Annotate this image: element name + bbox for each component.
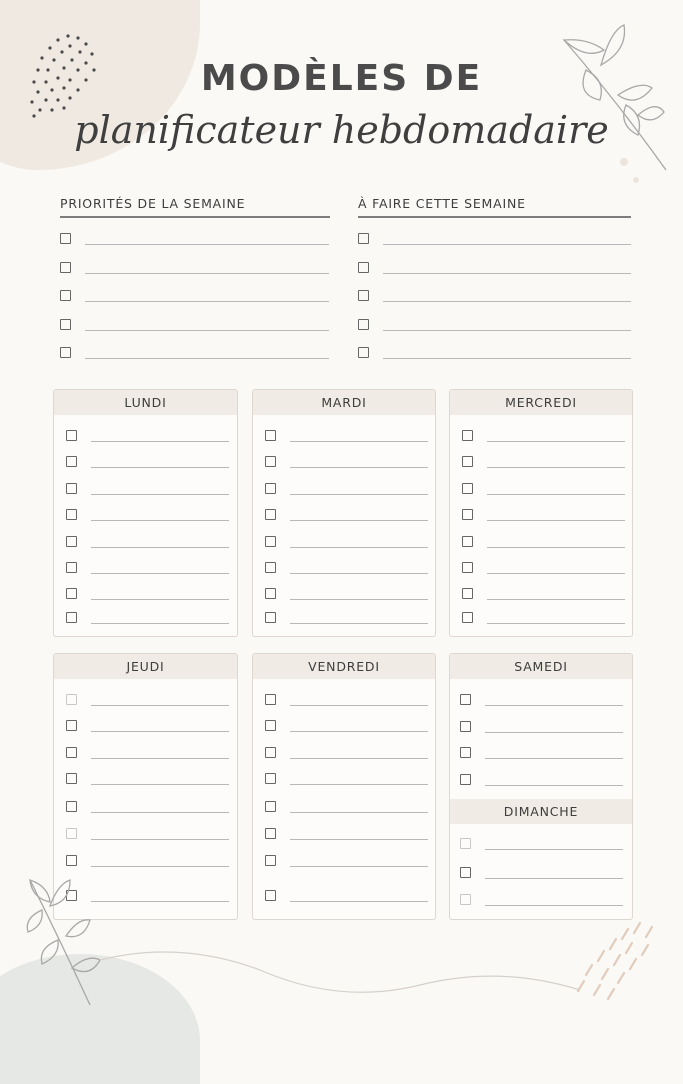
checkbox-icon[interactable] xyxy=(462,456,473,467)
checkbox-icon[interactable] xyxy=(358,290,369,301)
checkbox-icon[interactable] xyxy=(460,894,471,905)
checklist-item xyxy=(66,747,230,761)
checkbox-icon[interactable] xyxy=(265,509,276,520)
writing-line[interactable] xyxy=(85,244,329,245)
writing-line[interactable] xyxy=(91,784,229,785)
checkbox-icon[interactable] xyxy=(462,509,473,520)
day-heading-jeudi: JEUDI xyxy=(54,654,237,679)
writing-line[interactable] xyxy=(85,273,329,274)
writing-line[interactable] xyxy=(290,441,428,442)
writing-line[interactable] xyxy=(487,467,625,468)
checklist-item xyxy=(460,894,624,908)
checklist-item xyxy=(60,233,330,247)
writing-line[interactable] xyxy=(487,441,625,442)
checklist-item xyxy=(265,747,429,761)
writing-line[interactable] xyxy=(91,623,229,624)
todo-heading: À FAIRE CETTE SEMAINE xyxy=(358,196,526,211)
todo-rule xyxy=(358,216,631,218)
priorities-heading: PRIORITÉS DE LA SEMAINE xyxy=(60,196,246,211)
checkbox-icon[interactable] xyxy=(358,347,369,358)
checklist-item xyxy=(66,456,230,470)
day-card-mercredi xyxy=(449,389,633,637)
checklist-item xyxy=(462,536,626,550)
checklist-item xyxy=(358,319,632,333)
writing-line[interactable] xyxy=(383,330,631,331)
writing-line[interactable] xyxy=(487,599,625,600)
wave-line-decoration xyxy=(100,930,580,1010)
checkbox-icon[interactable] xyxy=(265,456,276,467)
day-card-lundi xyxy=(53,389,238,637)
checkbox-icon[interactable] xyxy=(60,290,71,301)
writing-line[interactable] xyxy=(91,812,229,813)
checklist-item xyxy=(265,536,429,550)
checklist-item xyxy=(265,855,429,869)
checkbox-icon[interactable] xyxy=(265,773,276,784)
checklist-item xyxy=(462,483,626,497)
checkbox-icon[interactable] xyxy=(460,721,471,732)
checkbox-icon[interactable] xyxy=(265,430,276,441)
day-heading-samedi: SAMEDI xyxy=(450,654,632,679)
writing-line[interactable] xyxy=(485,878,623,879)
day-heading-mardi: MARDI xyxy=(253,390,435,415)
checklist-item xyxy=(66,588,230,602)
checkbox-icon[interactable] xyxy=(265,483,276,494)
checkbox-icon[interactable] xyxy=(462,536,473,547)
checklist-item xyxy=(265,588,429,602)
checklist-item xyxy=(265,828,429,842)
writing-line[interactable] xyxy=(91,467,229,468)
writing-line[interactable] xyxy=(91,547,229,548)
writing-line[interactable] xyxy=(383,273,631,274)
page-subtitle: planificateur hebdomadaire xyxy=(74,108,609,152)
checkbox-icon[interactable] xyxy=(66,828,77,839)
writing-line[interactable] xyxy=(91,494,229,495)
checklist-item xyxy=(66,828,230,842)
checkbox-icon[interactable] xyxy=(66,773,77,784)
checkbox-icon[interactable] xyxy=(66,509,77,520)
checklist-item xyxy=(66,430,230,444)
writing-line[interactable] xyxy=(485,785,623,786)
checkbox-icon[interactable] xyxy=(358,319,369,330)
checklist-item xyxy=(462,430,626,444)
checklist-item xyxy=(460,747,624,761)
writing-line[interactable] xyxy=(485,758,623,759)
checklist-item xyxy=(265,509,429,523)
checkbox-icon[interactable] xyxy=(66,456,77,467)
checklist-item xyxy=(265,562,429,576)
checklist-item xyxy=(462,456,626,470)
checklist-item xyxy=(462,588,626,602)
checkbox-icon[interactable] xyxy=(462,562,473,573)
checkbox-icon[interactable] xyxy=(66,588,77,599)
day-card-vendredi xyxy=(252,653,436,920)
checkbox-icon[interactable] xyxy=(66,720,77,731)
writing-line[interactable] xyxy=(485,705,623,706)
writing-line[interactable] xyxy=(290,705,428,706)
writing-line[interactable] xyxy=(383,358,631,359)
writing-line[interactable] xyxy=(383,301,631,302)
checklist-item xyxy=(66,612,230,626)
checkbox-icon[interactable] xyxy=(462,483,473,494)
checklist-item xyxy=(265,890,429,904)
checkbox-icon[interactable] xyxy=(265,588,276,599)
checkbox-icon[interactable] xyxy=(358,233,369,244)
checkbox-icon[interactable] xyxy=(265,801,276,812)
writing-line[interactable] xyxy=(91,866,229,867)
writing-line[interactable] xyxy=(487,520,625,521)
writing-line[interactable] xyxy=(487,494,625,495)
checkbox-icon[interactable] xyxy=(265,694,276,705)
checklist-item xyxy=(460,721,624,735)
checklist-item xyxy=(462,509,626,523)
checkbox-icon[interactable] xyxy=(60,233,71,244)
checklist-item xyxy=(358,347,632,361)
writing-line[interactable] xyxy=(91,599,229,600)
checkbox-icon[interactable] xyxy=(66,801,77,812)
day-heading-lundi: LUNDI xyxy=(54,390,237,415)
writing-line[interactable] xyxy=(487,623,625,624)
writing-line[interactable] xyxy=(91,758,229,759)
checkbox-icon[interactable] xyxy=(265,562,276,573)
checkbox-icon[interactable] xyxy=(265,720,276,731)
writing-line[interactable] xyxy=(485,732,623,733)
day-card-samedi-dimanche xyxy=(449,653,633,920)
writing-line[interactable] xyxy=(290,520,428,521)
writing-line[interactable] xyxy=(290,731,428,732)
writing-line[interactable] xyxy=(91,731,229,732)
writing-line[interactable] xyxy=(485,849,623,850)
writing-line[interactable] xyxy=(290,901,428,902)
checkbox-icon[interactable] xyxy=(460,774,471,785)
checkbox-icon[interactable] xyxy=(66,694,77,705)
checklist-item xyxy=(462,562,626,576)
checklist-item xyxy=(60,319,330,333)
checklist-item xyxy=(66,773,230,787)
checkbox-icon[interactable] xyxy=(60,319,71,330)
page-title: MODÈLES DE xyxy=(200,58,483,99)
checkbox-icon[interactable] xyxy=(462,588,473,599)
checklist-item xyxy=(60,262,330,276)
writing-line[interactable] xyxy=(91,441,229,442)
writing-line[interactable] xyxy=(290,623,428,624)
writing-line[interactable] xyxy=(91,705,229,706)
checklist-item xyxy=(265,773,429,787)
checkbox-icon[interactable] xyxy=(265,612,276,623)
checklist-item xyxy=(265,612,429,626)
checkbox-icon[interactable] xyxy=(358,262,369,273)
checklist-item xyxy=(60,290,330,304)
checklist-item xyxy=(265,694,429,708)
writing-line[interactable] xyxy=(91,901,229,902)
checklist-item xyxy=(66,562,230,576)
checkbox-icon[interactable] xyxy=(66,483,77,494)
checkbox-icon[interactable] xyxy=(462,430,473,441)
writing-line[interactable] xyxy=(290,784,428,785)
checkbox-icon[interactable] xyxy=(60,347,71,358)
checkbox-icon[interactable] xyxy=(66,612,77,623)
checklist-item xyxy=(265,720,429,734)
checklist-item xyxy=(462,612,626,626)
dash-pattern-icon xyxy=(570,915,665,1005)
writing-line[interactable] xyxy=(290,866,428,867)
checklist-item xyxy=(265,483,429,497)
checklist-item xyxy=(265,801,429,815)
checklist-item xyxy=(66,509,230,523)
writing-line[interactable] xyxy=(290,758,428,759)
writing-line[interactable] xyxy=(485,905,623,906)
checkbox-icon[interactable] xyxy=(265,747,276,758)
checkbox-icon[interactable] xyxy=(265,890,276,901)
writing-line[interactable] xyxy=(290,812,428,813)
checklist-item xyxy=(66,855,230,869)
checkbox-icon[interactable] xyxy=(265,855,276,866)
checkbox-icon[interactable] xyxy=(460,838,471,849)
writing-line[interactable] xyxy=(290,573,428,574)
day-card-mardi xyxy=(252,389,436,637)
checkbox-icon[interactable] xyxy=(66,747,77,758)
writing-line[interactable] xyxy=(290,839,428,840)
writing-line[interactable] xyxy=(91,839,229,840)
writing-line[interactable] xyxy=(290,547,428,548)
writing-line[interactable] xyxy=(487,573,625,574)
checkbox-icon[interactable] xyxy=(460,867,471,878)
checklist-item xyxy=(66,536,230,550)
checklist-item xyxy=(66,483,230,497)
priorities-rule xyxy=(60,216,330,218)
writing-line[interactable] xyxy=(383,244,631,245)
checkbox-icon[interactable] xyxy=(60,262,71,273)
checklist-item xyxy=(60,347,330,361)
checklist-item xyxy=(265,456,429,470)
writing-line[interactable] xyxy=(487,547,625,548)
checklist-item xyxy=(358,262,632,276)
writing-line[interactable] xyxy=(290,467,428,468)
writing-line[interactable] xyxy=(85,330,329,331)
day-heading-mercredi: MERCREDI xyxy=(450,390,632,415)
writing-line[interactable] xyxy=(85,358,329,359)
writing-line[interactable] xyxy=(290,599,428,600)
checklist-item xyxy=(66,694,230,708)
writing-line[interactable] xyxy=(91,573,229,574)
checklist-item xyxy=(66,801,230,815)
day-heading-vendredi: VENDREDI xyxy=(253,654,435,679)
checkbox-icon[interactable] xyxy=(66,855,77,866)
checklist-item xyxy=(265,430,429,444)
writing-line[interactable] xyxy=(91,520,229,521)
checklist-item xyxy=(66,720,230,734)
checkbox-icon[interactable] xyxy=(66,430,77,441)
leaf-branch-icon xyxy=(20,870,110,1010)
checklist-item xyxy=(358,233,632,247)
checklist-item xyxy=(460,838,624,852)
checkbox-icon[interactable] xyxy=(460,694,471,705)
writing-line[interactable] xyxy=(290,494,428,495)
checkbox-icon[interactable] xyxy=(66,536,77,547)
writing-line[interactable] xyxy=(85,301,329,302)
checkbox-icon[interactable] xyxy=(66,562,77,573)
checkbox-icon[interactable] xyxy=(460,747,471,758)
checklist-item xyxy=(460,694,624,708)
checkbox-icon[interactable] xyxy=(462,612,473,623)
checkbox-icon[interactable] xyxy=(265,828,276,839)
checklist-item xyxy=(460,774,624,788)
checkbox-icon[interactable] xyxy=(265,536,276,547)
day-heading-dimanche: DIMANCHE xyxy=(450,799,632,824)
checklist-item xyxy=(460,867,624,881)
checklist-item xyxy=(358,290,632,304)
